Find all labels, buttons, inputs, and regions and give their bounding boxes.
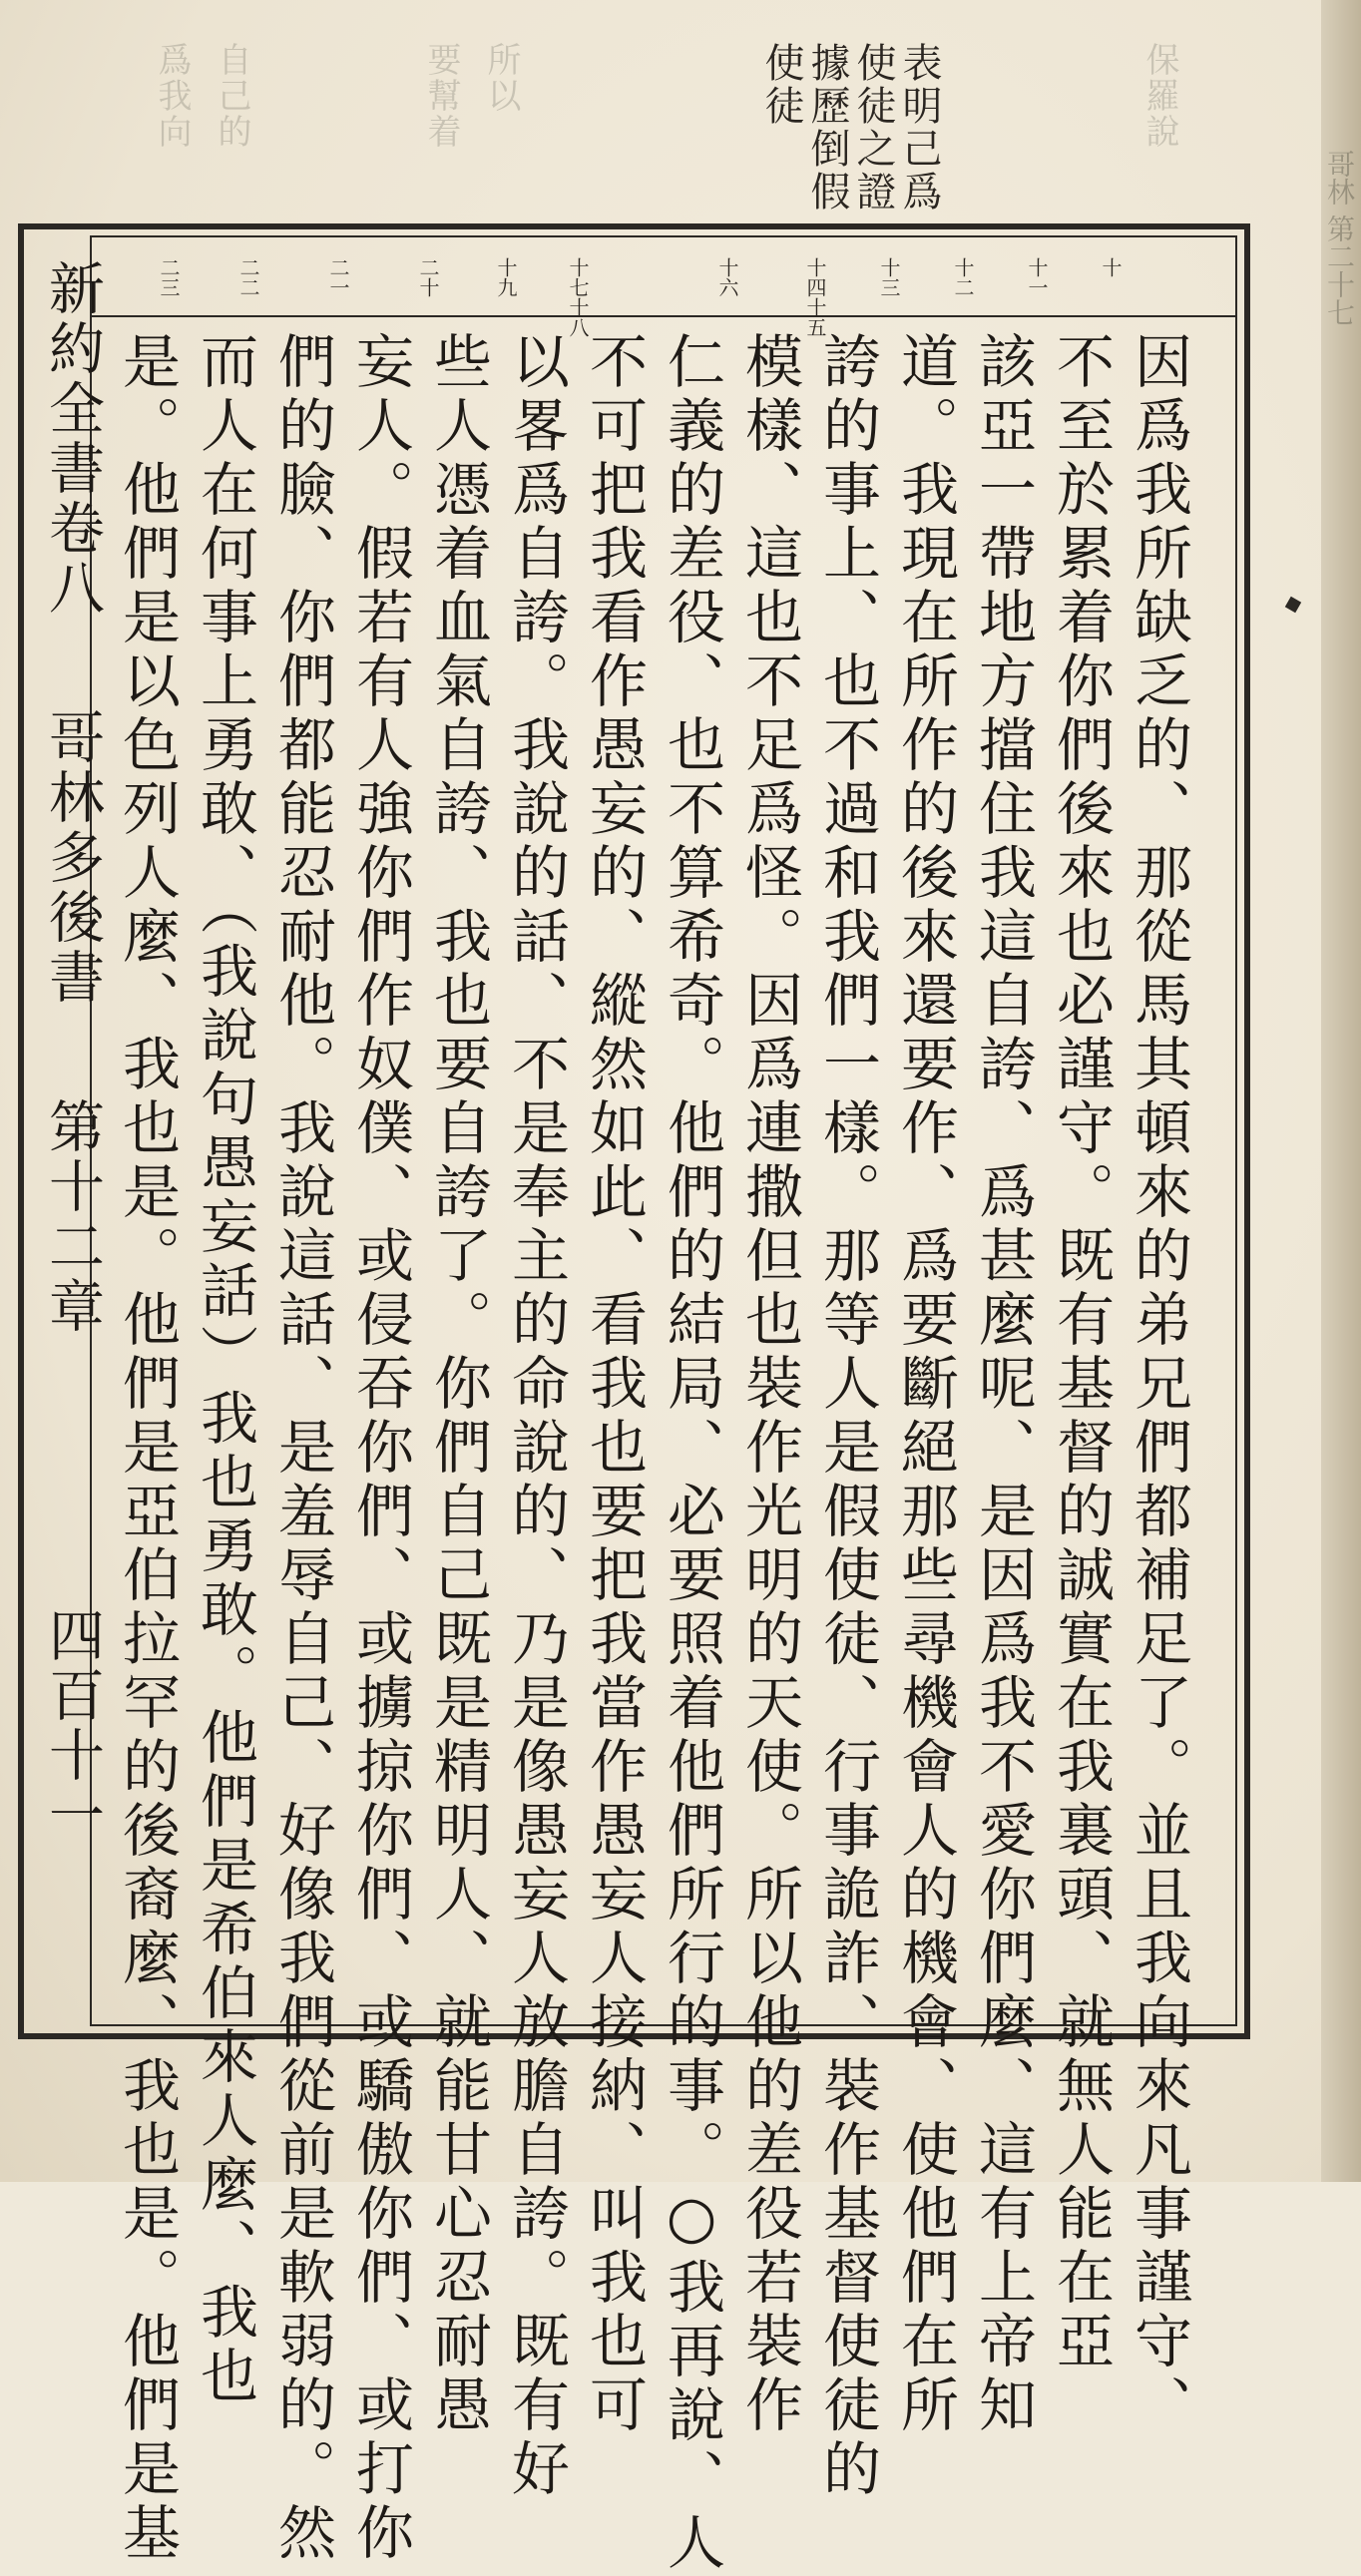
text-column: 因爲我所缺乏的、那從馬其頓來的弟兄們都補足了。並且我向來凡事謹守、 bbox=[1125, 331, 1192, 2438]
headnote-line: 使徒之證 bbox=[850, 42, 896, 214]
book-name: 哥林多後書 bbox=[40, 708, 105, 1008]
headnote-line: 使徒 bbox=[758, 42, 804, 128]
margin-column bbox=[18, 249, 105, 2025]
verse-number: 二十 bbox=[416, 257, 440, 297]
text-column: 道。我現在所作的後來還要作、爲要斷絕那些尋機會人的機會、使他們在所 bbox=[891, 331, 959, 2438]
verse-number: 十七十八 bbox=[566, 257, 590, 337]
verse-number: 十四十五 bbox=[803, 257, 827, 337]
verse-number: 十六 bbox=[715, 257, 739, 297]
page-number: 四百十一 bbox=[40, 1606, 105, 1846]
text-column: 仁義的差役、也不算希奇。他們的結局、必要照着他們所行的事。○我再說、人 bbox=[658, 331, 725, 2576]
text-column: 不可把我看作愚妄的、縱然如此、看我也要把我當作愚妄人接納、叫我也可 bbox=[580, 331, 648, 2438]
verse-number: 二三 bbox=[157, 257, 181, 297]
text-column: 是。他們是以色列人麼、我也是。他們是亞伯拉罕的後裔麼、我也是。他們是基 bbox=[113, 331, 181, 2566]
verse-number: 二一 bbox=[326, 257, 350, 297]
bleed-through: 保羅說 bbox=[1139, 42, 1179, 150]
chapter-label: 第十二章 bbox=[40, 1097, 105, 1337]
text-column: 誇的事上、也不過和我們一樣。那等人是假使徒、行事詭詐、裝作基督使徒的 bbox=[813, 331, 881, 2502]
bleed-through: 自己的 bbox=[212, 42, 251, 150]
text-column: 們的臉、你們都能忍耐他。我說這話、是羞辱自己、好像我們從前是軟弱的。然 bbox=[268, 331, 336, 2566]
book-title: 新約全書卷八 bbox=[40, 259, 105, 619]
verse-number: 二二 bbox=[236, 257, 260, 297]
bleed-through: 所以 bbox=[481, 42, 521, 114]
text-column: 而人在何事上勇敢、（我說句愚妄話）我也勇敢。他們是希伯來人麼、我也 bbox=[191, 331, 258, 2409]
text-column: 以畧爲自誇。我說的話、不是奉主的命說的、乃是像愚妄人放膽自誇。既有好 bbox=[502, 331, 570, 2502]
verse-number: 十一 bbox=[1025, 257, 1049, 297]
headnote bbox=[758, 42, 942, 241]
text-column: 不至於累着你們後來也必謹守。既有基督的誠實在我裏頭、就無人能在亞 bbox=[1047, 331, 1115, 2374]
verse-number: 十二 bbox=[951, 257, 975, 297]
verse-number-rule bbox=[90, 315, 1237, 317]
headnote-line: 表明己爲 bbox=[896, 42, 942, 214]
verse-number: 十九 bbox=[494, 257, 518, 297]
text-column: 該亞一帶地方擋住我這自誇、爲甚麼呢、是因爲我不愛你們麼、這有上帝知 bbox=[969, 331, 1037, 2438]
spine-bleed: 哥林 第二十七 bbox=[1323, 150, 1356, 326]
verse-number: 十 bbox=[1099, 257, 1123, 277]
bleed-through: 爲我向 bbox=[152, 42, 192, 150]
text-column: 些人憑着血氣自誇、我也要自誇了。你們自己既是精明人、就能甘心忍耐愚 bbox=[424, 331, 492, 2438]
text-column: 妄人。假若有人強你們作奴僕、或侵吞你們、或擄掠你們、或驕傲你們、或打你 bbox=[346, 331, 414, 2566]
bleed-through: 要幫着 bbox=[421, 42, 461, 150]
headnote-line: 據歷倒假 bbox=[804, 42, 850, 214]
verse-number: 十三 bbox=[877, 257, 901, 297]
text-column: 模樣、這也不足爲怪。因爲連撒但也裝作光明的天使。所以他的差役若裝作 bbox=[735, 331, 803, 2438]
